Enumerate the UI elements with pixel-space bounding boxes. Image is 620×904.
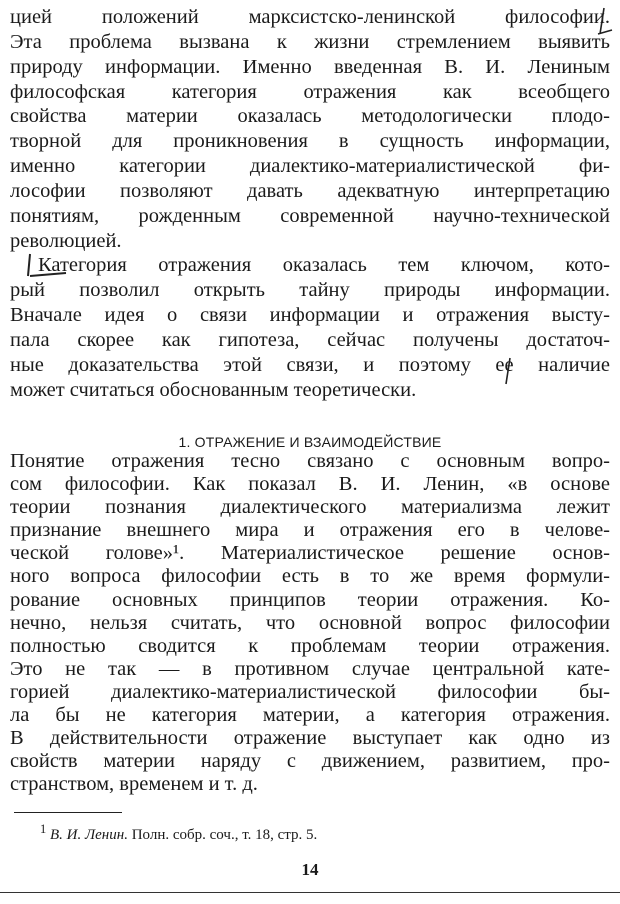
text-line-content: революцией. (10, 229, 122, 252)
text-line (10, 378, 610, 403)
text-line (10, 565, 610, 588)
footnote-source: Полн. собр. соч., т. 18, стр. 5. (131, 827, 318, 843)
text-line (10, 542, 610, 565)
paragraph-block-2 (10, 450, 610, 796)
text-line-content: горией диалектико-материалистической философии бы- (10, 680, 610, 703)
text-line-content: признание внешнего мира и отражения его в челове- (10, 519, 610, 542)
text-line (10, 704, 610, 727)
text-line-content: Вначале идея о связи информации и отражения высту- (10, 304, 610, 327)
text-line-content: философская категория отражения как всеобщего (10, 80, 610, 103)
text-line (10, 30, 610, 55)
text-line (10, 278, 610, 303)
text-line (10, 303, 610, 328)
text-line-content: свойства материи оказалась методологически плодо- (10, 105, 610, 128)
text-line (10, 658, 610, 681)
text-line-content: ла бы не категория материи, а категория отражения. (10, 704, 610, 727)
text-line (10, 328, 610, 353)
text-line (10, 5, 610, 30)
text-line (10, 55, 610, 80)
footnote-marker: 1 (40, 822, 47, 836)
footnote-divider (14, 812, 122, 813)
text-line (10, 635, 610, 658)
text-line-content: теории познания диалектического материализма лежит (10, 496, 610, 519)
text-line-content: Эта проблема вызвана к жизни стремлением выявить (10, 30, 610, 53)
text-line-content: пала скорее как гипотеза, сейчас получены достаточ- (10, 328, 610, 351)
text-line-content: творной для проникновения в сущность информации, (10, 130, 610, 153)
text-line (10, 229, 610, 254)
text-line-content: свойств материи наряду с движением, развитием, про- (10, 750, 610, 773)
text-line (10, 179, 610, 204)
text-line-content: ного вопроса философии есть в то же время формули- (10, 565, 610, 588)
text-line-content: рование основных принципов теории отражения. Ко- (10, 588, 610, 611)
text-line (10, 353, 610, 378)
text-line-content: природу информации. Именно введенная В. И. Лениным (10, 55, 610, 78)
text-line (10, 204, 610, 229)
text-line (10, 253, 610, 278)
text-line-content: Это не так — в противном случае центральной кате- (10, 657, 610, 680)
text-line (10, 681, 610, 704)
text-line (10, 450, 610, 473)
text-line-content: странством, временем и т. д. (10, 773, 258, 796)
text-line-content: нечно, нельзя считать, что основной вопрос философии (10, 611, 610, 634)
text-line-content: цией положений марксистско-ленинской философии. (10, 6, 610, 28)
text-line (10, 773, 610, 796)
text-line-content: рый позволил открыть тайну природы информации. (10, 279, 610, 302)
text-line (10, 727, 610, 750)
text-line (10, 750, 610, 773)
text-line (10, 519, 610, 542)
text-line-content: лософии позволяют давать адекватную интерпретацию (10, 179, 610, 202)
text-line (10, 612, 610, 635)
text-line-content: ные доказательства этой связи, и поэтому ее наличие (10, 353, 610, 376)
text-line (10, 80, 610, 105)
text-line-content: Понятие отражения тесно связано с основным вопро- (10, 450, 610, 472)
text-line-content: полностью сводится к проблемам теории отражения. (10, 634, 610, 657)
text-line-content: понятиям, рожденным современной научно-технической (10, 204, 610, 227)
text-line-content: В действительности отражение выступает как одно из (10, 727, 610, 750)
text-line (10, 473, 610, 496)
text-line (10, 104, 610, 129)
text-line-content: сом философии. Как показал В. И. Ленин, «в основе (10, 473, 610, 496)
text-line (10, 154, 610, 179)
text-line-content: может считаться обоснованным теоретически. (10, 378, 417, 401)
text-line (10, 129, 610, 154)
text-line (10, 496, 610, 519)
text-line-content: ческой голове»¹. Материалистическое решение основ- (10, 542, 610, 565)
section-heading: 1. ОТРАЖЕНИЕ И ВЗАИМОДЕЙСТВИЕ (178, 434, 442, 450)
page-number: 14 (301, 860, 319, 879)
text-line (10, 589, 610, 612)
page-bottom-edge (0, 892, 620, 893)
footnote-author: В. И. Ленин. (50, 827, 128, 843)
text-line-content: именно категории диалектико-материалистической фи- (10, 155, 610, 178)
paragraph-block-1 (10, 5, 610, 403)
footnote (40, 822, 317, 844)
text-line-content: Категория отражения оказалась тем ключом, кото- (38, 254, 610, 277)
